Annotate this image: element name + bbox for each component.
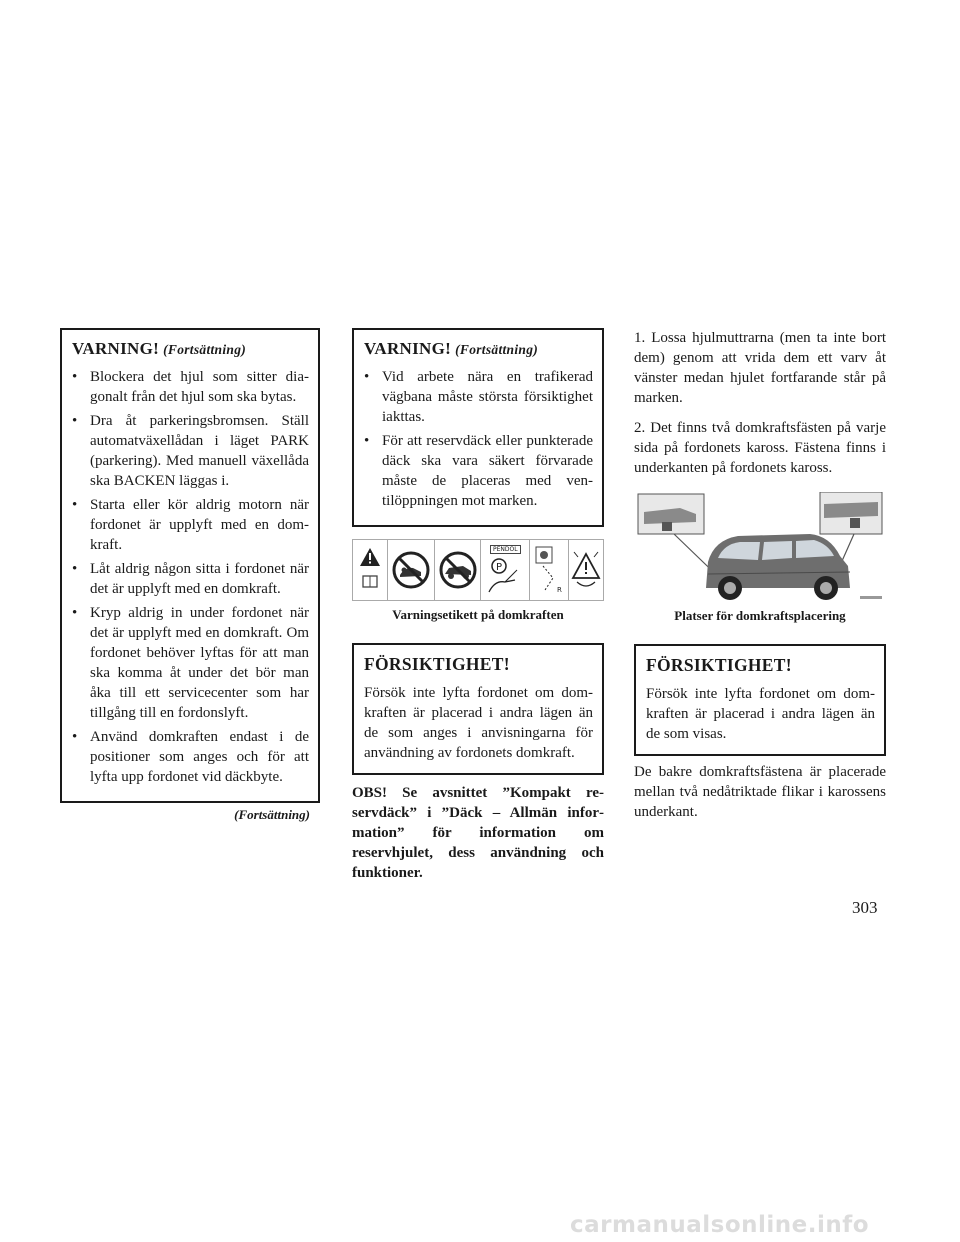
caution-box bbox=[634, 644, 886, 756]
no-person-under-car-icon bbox=[391, 550, 431, 590]
caution-text: Försök inte lyfta fordonet om domkraften är placerad i andra lägen än de som anges i anvisningarna för användning av fordonets domkraft. bbox=[364, 685, 593, 761]
jack-position-icon bbox=[533, 544, 565, 596]
warning-title: VARNING! (Fortsättning) bbox=[364, 339, 539, 358]
continued-label: (Fortsättning) bbox=[455, 342, 539, 357]
step-2: 2. Det finns två domkraftsfästen på varje sida på fordonets kaross. Fästena finns i underkanten på fordonets kaross. bbox=[634, 420, 886, 476]
obs-note: OBS! Se avsnittet ”Kompakt reservdäck” i ”Däck – Allmän information” för information om reservhjulet, dess användning och funktioner. bbox=[352, 785, 604, 881]
caution-title: FÖRSIKTIGHET! bbox=[364, 654, 510, 674]
warning-box bbox=[352, 328, 604, 527]
list-item: • Använd domkraften endast i de positioner som anges och för att lyfta upp fordonet vid däckbyte. bbox=[72, 729, 309, 785]
list-item: • Vid arbete nära en trafikerad vägbana måste största försiktighet iakttas. bbox=[364, 369, 593, 425]
no-car-lifting-icon bbox=[438, 550, 478, 590]
caution-title: FÖRSIKTIGHET! bbox=[646, 655, 792, 675]
hazard-warning-icon bbox=[569, 548, 603, 592]
page-number: 303 bbox=[852, 898, 878, 917]
column-left bbox=[60, 328, 320, 823]
jack-warning-label-image bbox=[352, 539, 604, 601]
image-caption: Varningsetikett på domkraften bbox=[392, 607, 564, 622]
warning-list bbox=[364, 367, 593, 511]
step-1: 1. Lossa hjulmuttrarna (men ta inte bort dem) genom att vrida dem ett varv åt vänster medan hjulet fortfarande står på marken. bbox=[634, 330, 886, 406]
image-caption: Platser för domkraftsplacering bbox=[674, 608, 846, 623]
warning-title: VARNING! (Fortsättning) bbox=[72, 339, 247, 358]
column-middle bbox=[352, 328, 604, 883]
vehicle-jack-points-illustration bbox=[634, 492, 886, 602]
continued-footer: (Fortsättning) bbox=[234, 807, 310, 822]
list-item: • Kryp aldrig in under fordonet när det är upplyft med en domkraft. Om fordonet behöver lyftas för att man ska komma åt under det bör man åka till ett servicecenter som har tillgång till en fordonslyft. bbox=[72, 605, 309, 721]
park-gear-icon bbox=[485, 556, 525, 596]
list-item: • För att reservdäck eller punkterade däck ska vara säkert förvarade måste de placeras med ventilöppningen mot marken. bbox=[364, 433, 593, 509]
label-text: PENDOL bbox=[490, 545, 521, 554]
warning-box bbox=[60, 328, 320, 803]
list-item: • Blockera det hjul som sitter diagonalt från det hjul som ska bytas. bbox=[72, 369, 309, 405]
svg-text:R: R bbox=[557, 586, 562, 594]
caution-box bbox=[352, 643, 604, 775]
svg-text:P: P bbox=[496, 561, 503, 573]
jack-locations-image bbox=[634, 492, 886, 602]
list-item: • Låt aldrig någon sitta i fordonet när det är upplyft med en domkraft. bbox=[72, 561, 309, 597]
column-right bbox=[634, 328, 886, 832]
warning-triangle-icon bbox=[358, 544, 382, 596]
note-text: De bakre domkraftsfästena är placerade mellan två nedåtriktade flikar i karossens underkant. bbox=[634, 764, 886, 820]
caution-text: Försök inte lyfta fordonet om domkraften är placerad i andra lägen än de som visas. bbox=[646, 686, 875, 742]
list-item: • Dra åt parkeringsbromsen. Ställ automatväxellådan i läget PARK (parkering). Med manuell växellåda ska BACKEN läggas i. bbox=[72, 413, 309, 489]
watermark: carmanualsonline.info bbox=[570, 1212, 870, 1238]
continued-label: (Fortsättning) bbox=[163, 342, 247, 357]
list-item: • Starta eller kör aldrig motorn när fordonet är upplyft med en domkraft. bbox=[72, 497, 309, 553]
warning-list bbox=[72, 367, 309, 787]
